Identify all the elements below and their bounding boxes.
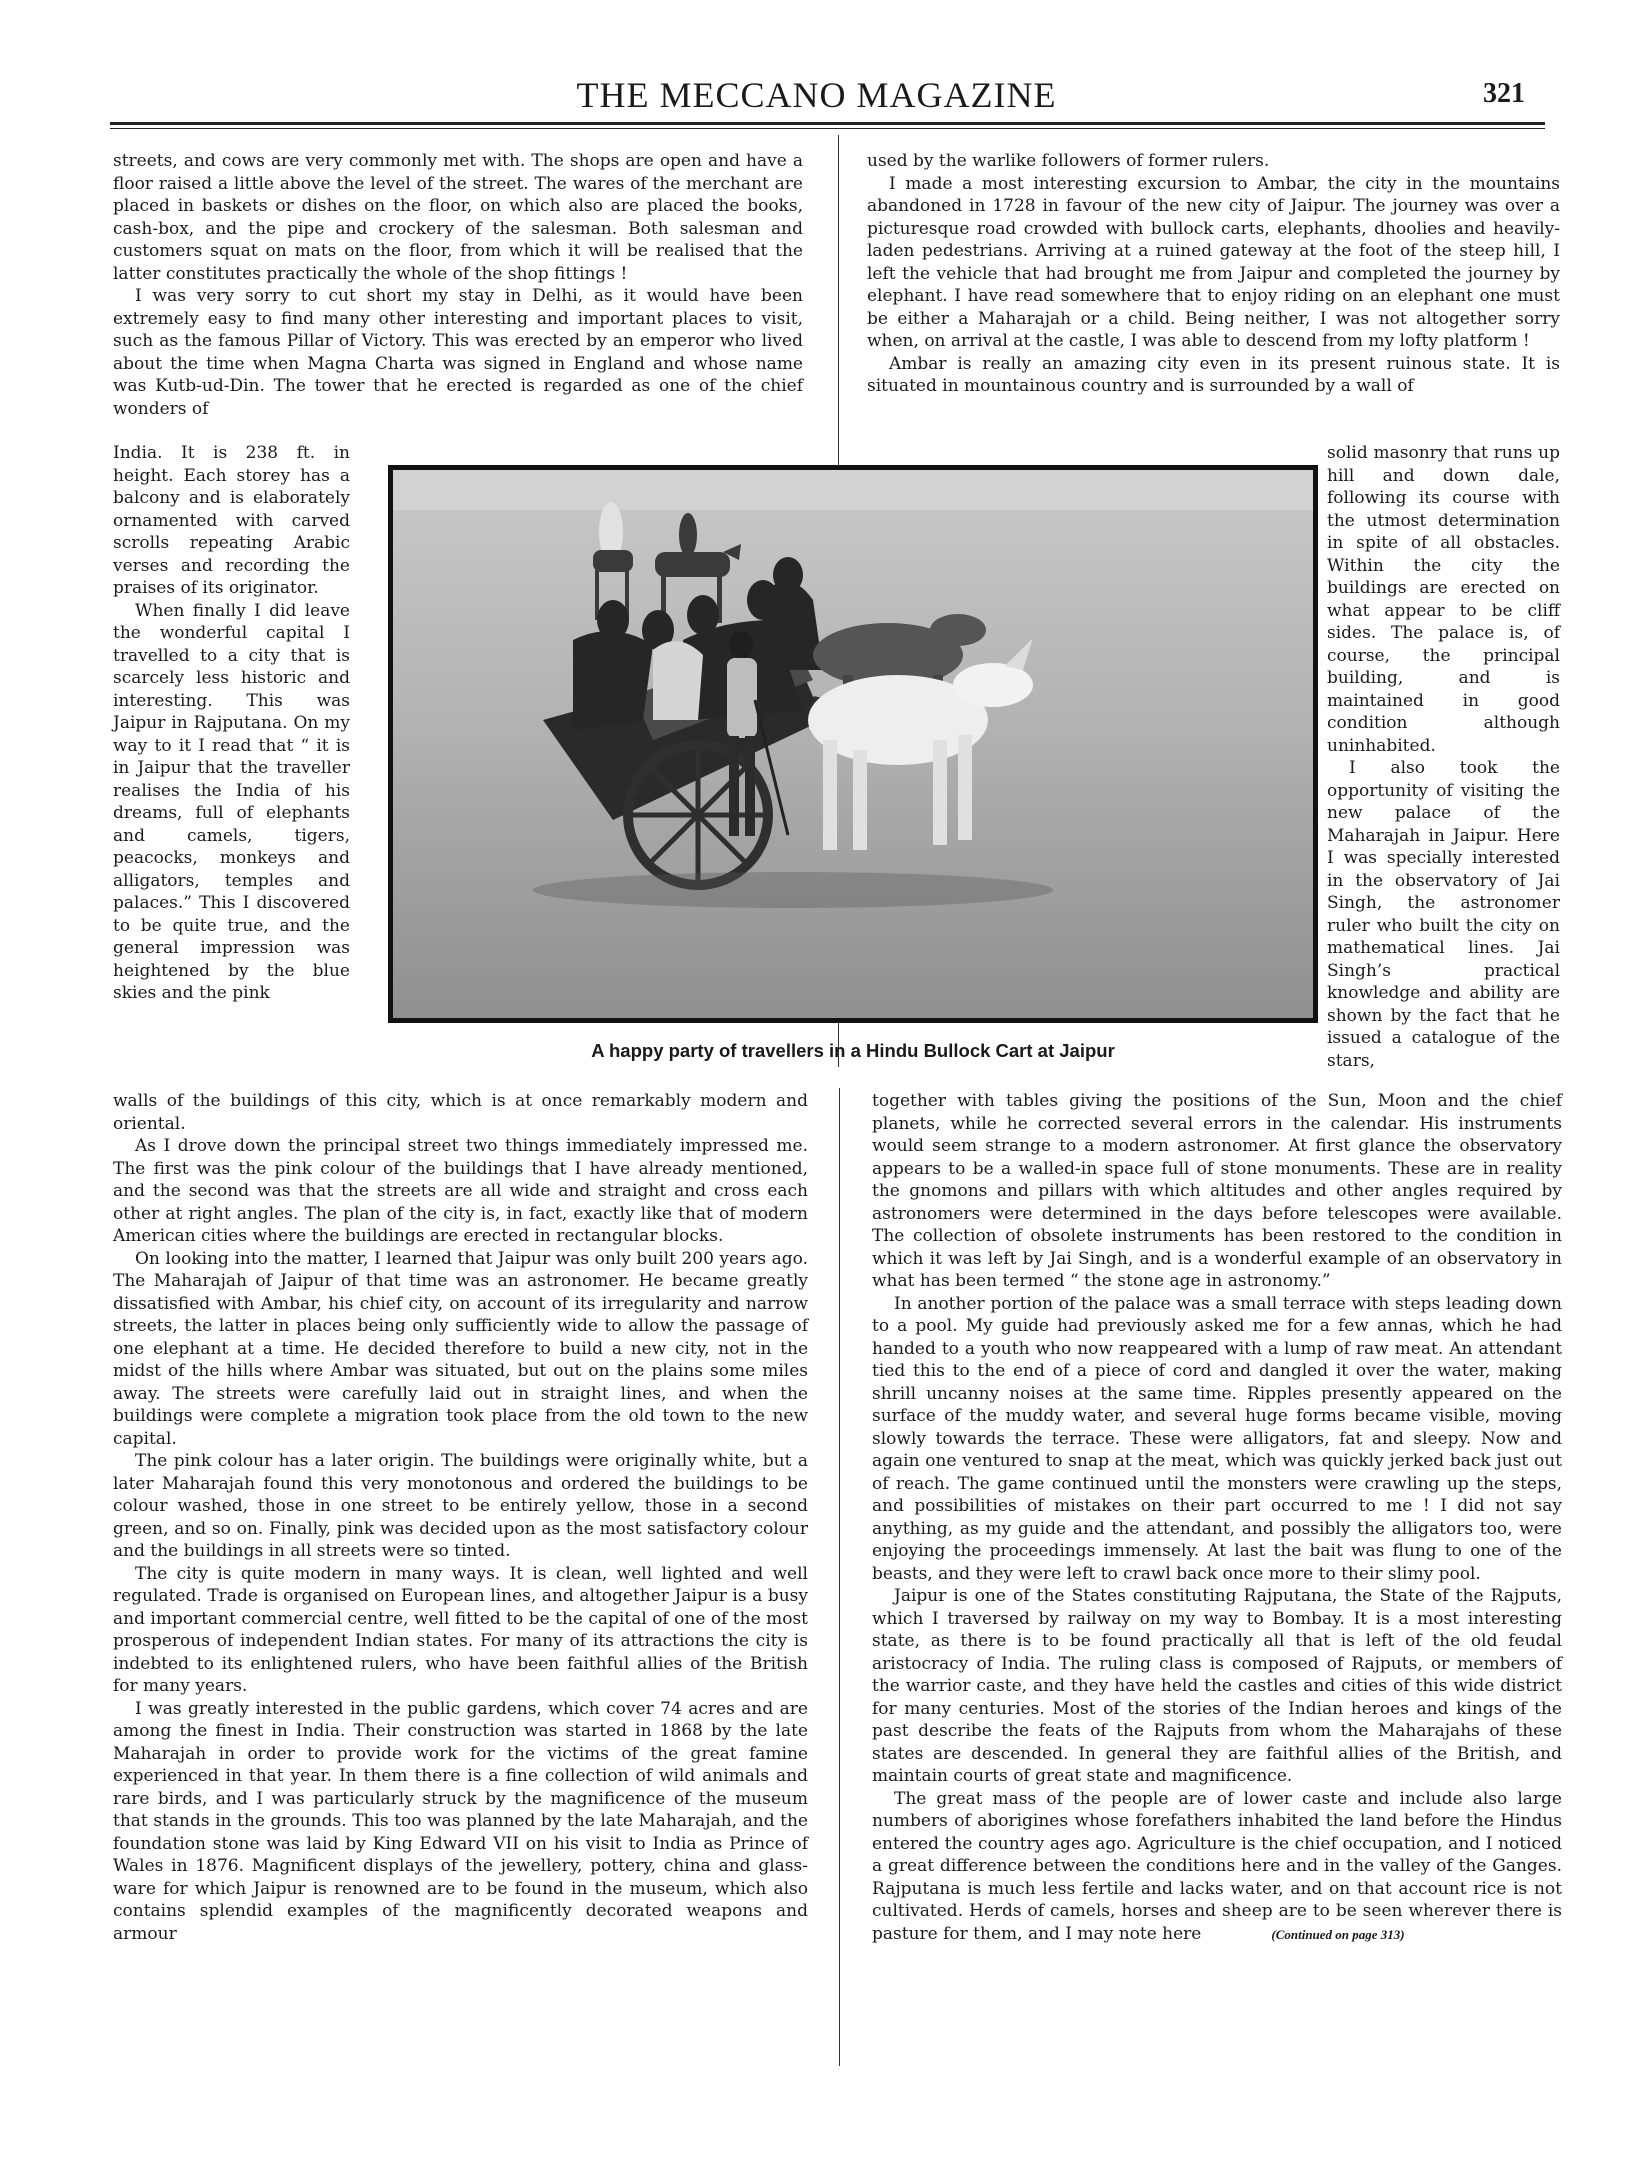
paragraph-text: The great mass of the people are of lower caste and include also large numbers of aborigines whose forefathers inhabited the land before the Hindus entered the country ages ago. Agriculture is the chief occupation, and I noticed a great difference between the conditions here and in the valley of the Ganges. Rajputana is much less fertile and lacks water, and on that account rice is not cultivated. Herds of camels, horses and sheep are to be seen wherever there is pasture for them, and I may note here bbox=[872, 1788, 1562, 1944]
paragraph: As I drove down the principal street two things immediately impressed me. The first was the pink colour of the buildings that I have already mentioned, and the second was that the streets are all wide and straight and cross each other at right angles. The plan of the city is, in fact, exactly like that of modern American cities where the buildings are erected in rectangular blocks. bbox=[113, 1136, 808, 1246]
left-column-wrap-text bbox=[113, 442, 350, 1005]
paragraph: I made a most interesting excursion to Ambar, the city in the mountains abandoned in 1728 in favour of the new city of Jaipur. The journey was over a picturesque road crowded with bullock carts, elephants, dhoolies and heavily-laden pedestrians. Arriving at a ruined gateway at the foot of the steep hill, I left the vehicle that had brought me from Jaipur and completed the journey by elephant. I have read somewhere that to enjoy riding on an elephant one must be either a Maharajah or a child. Being neither, I was not altogether sorry when, on arrival at the castle, I was able to descend from my lofty platform ! bbox=[867, 173, 1560, 351]
paragraph: The pink colour has a later origin. The buildings were originally white, but a later Maharajah found this very monotonous and ordered the buildings to be colour washed, those in one street to be entirely yellow, those in a second green, and so on. Finally, pink was decided upon as the most satisfactory colour and the buildings in all streets were so tinted. bbox=[113, 1451, 808, 1561]
paragraph: walls of the buildings of this city, which is at once remarkably modern and oriental. bbox=[113, 1091, 808, 1134]
paragraph: The city is quite modern in many ways. It is clean, well lighted and well regulated. Trade is organised on European lines, and altogether Jaipur is a busy and important commercial centre, well fitted to be the capital of one of the most prosperous of independent Indian states. For many of its attractions the city is indebted to its enlightened rulers, who have been faithful allies of the British for many years. bbox=[113, 1563, 808, 1696]
paragraph bbox=[872, 1788, 1562, 1947]
paragraph: solid masonry that runs up hill and down dale, following its course with the utmost determination in spite of all obstacles. Within the city the buildings are erected on what appear to be cliff sides. The palace is, of course, the principal building, and is maintained in good condition although uninhabited. bbox=[1327, 443, 1560, 756]
paragraph: Ambar is really an amazing city even in its present ruinous state. It is situated in mountainous country and is surrounded by a wall of bbox=[867, 353, 1560, 396]
photo-caption: A happy party of travellers in a Hindu Bullock Cart at Jaipur bbox=[591, 1040, 1115, 1061]
paragraph: streets, and cows are very commonly met with. The shops are open and have a floor raised a little above the level of the street. The wares of the merchant are placed in baskets or dishes on the floor, on which also are placed the books, cash-box, and the pipe and crockery of the salesman. Both salesman and customers squat on mats on the floor, from which it will be realised that the latter constitutes practically the whole of the shop fittings ! bbox=[113, 151, 803, 284]
paragraph: I also took the opportunity of visiting the new palace of the Maharajah in Jaipur. Here I was specially interested in the observatory of Jai Singh, the astronomer ruler who built the city on mathematical lines. Jai Singh’s practical knowledge and ability are shown by the fact that he issued a catalogue of the stars, bbox=[1327, 758, 1560, 1071]
header-rule-thin bbox=[110, 128, 1545, 129]
bullock-cart-photograph bbox=[388, 465, 1318, 1023]
header-rule bbox=[110, 122, 1545, 125]
paragraph: India. It is 238 ft. in height. Each storey has a balcony and is elaborately ornamented with carved scrolls repeating Arabic verses and recording the praises of its originator. bbox=[113, 443, 350, 598]
paragraph: In another portion of the palace was a small terrace with steps leading down to a pool. My guide had previously asked me for a few annas, which he had handed to a youth who now reappeared with a lump of raw meat. An attendant tied this to the end of a piece of cord and dangled it over the water, making shrill uncanny noises at the same time. Ripples presently appeared on the surface of the muddy water, and several huge forms became visible, moving slowly towards the terrace. These were alligators, fat and sleepy. Now and again one ventured to snap at the meat, which was quickly jerked back just out of reach. The game continued until the monsters were crawling up the steps, and possibilities of mistakes on their part occurred to me ! I did not say anything, as my guide and the attendant, and possibly the alligators too, were enjoying the proceedings immensely. At last the bait was flung to one of the beasts, and they were left to crawl back once more to their slimy pool. bbox=[872, 1293, 1562, 1584]
page-number: 321 bbox=[1483, 78, 1525, 109]
ground-shadow bbox=[533, 872, 1053, 908]
left-column-top-text bbox=[113, 150, 803, 420]
paragraph: On looking into the matter, I learned that Jaipur was only built 200 years ago. The Maharajah of Jaipur of that time was an astronomer. He became greatly dissatisfied with Ambar, his chief city, on account of its irregularity and narrow streets, the latter in places being only sufficiently wide to allow the passage of one elephant at a time. He decided therefore to build a new city, not in the midst of the hills where Ambar was situated, but out on the plains some miles away. The streets were carefully laid out in straight lines, and when the buildings were complete a migration took place from the old town to the new capital. bbox=[113, 1248, 808, 1449]
paragraph: I was greatly interested in the public gardens, which cover 74 acres and are among the finest in India. Their construction was started in 1868 by the late Maharajah in order to provide work for the victims of the great famine experienced in that year. In them there is a fine collection of wild animals and rare birds, and I was particularly struck by the magnificence of the museum that stands in the grounds. This too was planned by the late Maharajah, and the foundation stone was laid by King Edward VII on his visit to India as Prince of Wales in 1876. Magnificent displays of the jewellery, pottery, china and glass-ware for which Jaipur is renowned are to be found in the museum, which also contains splendid examples of the magnificently decorated weapons and armour bbox=[113, 1698, 808, 1944]
right-column-wrap-text bbox=[1327, 442, 1560, 1072]
paragraph: I was very sorry to cut short my stay in Delhi, as it would have been extremely easy to find many other interesting and important places to visit, such as the famous Pillar of Victory. This was erected by an emperor who lived about the time when Magna Charta was signed in England and whose name was Kutb-ud-Din. The tower that he erected is regarded as one of the chief wonders of bbox=[113, 286, 803, 419]
paragraph: used by the warlike followers of former rulers. bbox=[867, 151, 1270, 171]
continued-note: (Continued on page 313) bbox=[1271, 1926, 1405, 1942]
right-column-top-text bbox=[867, 150, 1560, 398]
paragraph: When finally I did leave the wonderful capital I travelled to a city that is scarcely less historic and interesting. This was Jaipur in Rajputana. On my way to it I read that “ it is in Jaipur that the traveller realises the India of his dreams, full of elephants and camels, tigers, peacocks, monkeys and alligators, temples and palaces.” This I discovered to be quite true, and the general impression was heightened by the blue skies and the pink bbox=[113, 600, 350, 1003]
paragraph: Jaipur is one of the States constituting Rajputana, the State of the Rajputs, which I traversed by railway on my way to Bombay. It is a most interesting state, as there is to be found practically all that is left of the old feudal aristocracy of India. The ruling class is composed of Rajputs, or members of the warrior caste, and they have held the castles and cities of this wide district for many centuries. Most of the stories of the Indian heroes and kings of the past describe the feats of the Rajputs from whom the Maharajahs of these states are descended. In general they are faithful allies of the British, and maintain courts of great state and magnificence. bbox=[872, 1586, 1562, 1786]
left-column-bottom-text bbox=[113, 1090, 808, 1945]
right-column-bottom-text bbox=[872, 1090, 1562, 1946]
magazine-title: THE MECCANO MAGAZINE bbox=[576, 75, 1057, 115]
paragraph: together with tables giving the positions of the Sun, Moon and the chief planets, while he corrected several errors in the calendar. His instruments would seem strange to a modern astronomer. At first glance the observatory appears to be a walled-in space full of stone monuments. These are in reality the gnomons and pillars with which altitudes and other angles required by astronomers were determined in the days before telescopes were available. The collection of obsolete instruments has been restored to the condition in which it was left by Jai Singh, and is a wonderful example of an observatory in what has been termed “ the stone age in astronomy.” bbox=[872, 1091, 1562, 1291]
photo-illustration bbox=[393, 470, 1313, 1018]
column-divider-lower bbox=[839, 1088, 840, 2066]
